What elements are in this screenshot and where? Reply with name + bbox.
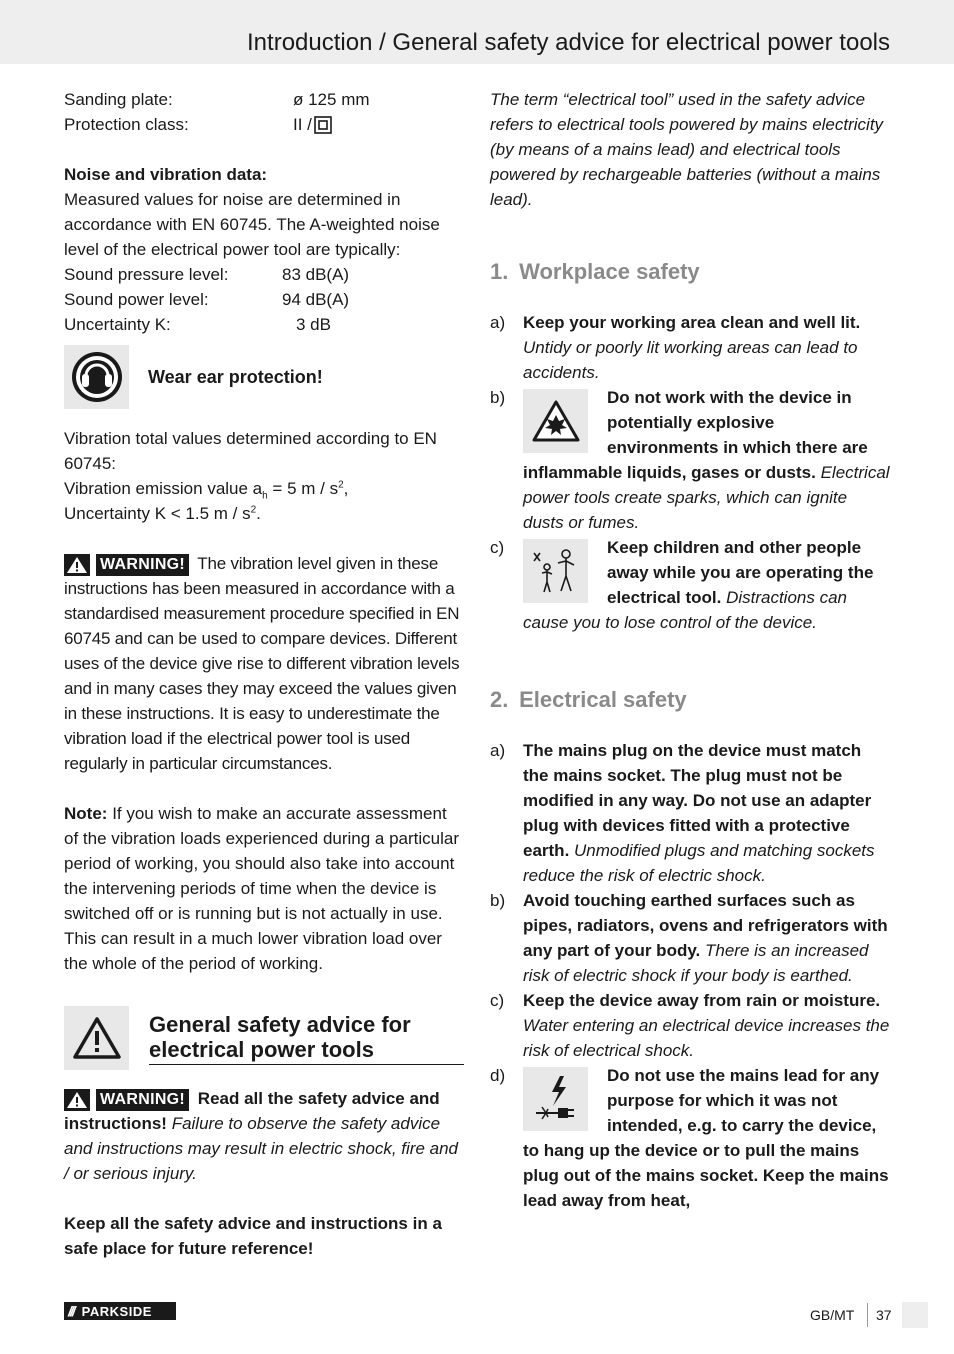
mains-lead-hazard-icon	[523, 1067, 588, 1131]
page-header	[0, 0, 954, 64]
section-title: General safety advice for electrical power tools	[149, 1012, 464, 1065]
keep-instructions: Keep all the safety advice and instructions in a safe place for future reference!	[64, 1214, 442, 1258]
warning-triangle-icon	[64, 1006, 129, 1070]
left-column	[64, 87, 464, 1261]
electrical-item-a: a) The mains plug on the device must match the mains socket. The plug must not be modified in any way. Do not use an adapter plug with devices fitted with a protective earth. Unmodified plugs and matching sockets reduce the risk of electric shock.	[490, 741, 875, 885]
noise-row: Sound power level: 94 dB(A)	[64, 290, 350, 309]
noise-heading: Noise and vibration data:	[64, 165, 268, 184]
noise-row: Sound pressure level: 83 dB(A)	[64, 265, 350, 284]
electrical-item-c: c) Keep the device away from rain or moisture. Water entering an electrical device increases the risk of electrical shock.	[490, 991, 890, 1060]
spec-value: ø 125 mm	[293, 90, 370, 109]
explosion-hazard-icon	[523, 389, 588, 453]
electrical-heading: 2. Electrical safety	[490, 687, 687, 712]
workplace-item-a: a) Keep your working area clean and well lit. Untidy or poorly lit working areas can lead to accidents.	[490, 313, 861, 382]
parkside-logo: /// PARKSIDE	[64, 1302, 176, 1320]
term-note: The term “electrical tool” used in the safety advice refers to electrical tools powered by mains electricity (by means of a mains lead) and electrical tools powered by rechargeable batteries (without a mains lead).	[490, 90, 884, 209]
keep-children-away-icon	[523, 539, 588, 603]
warning-triangle-icon	[64, 1089, 90, 1111]
footer-divider	[867, 1303, 868, 1327]
spec-row-protection-class	[64, 112, 464, 137]
right-column	[490, 87, 890, 1213]
ear-protection-notice	[64, 345, 464, 409]
protection-class-ii-icon	[314, 112, 332, 137]
spec-label: Protection class:	[64, 115, 189, 134]
page-number: 37	[876, 1307, 892, 1323]
vibration-emission: Vibration emission value $a_h = 5$ m / $s^2$,	[64, 479, 349, 502]
noise-row: Uncertainty K: 3 dB	[64, 315, 331, 334]
general-safety-heading	[64, 1006, 464, 1070]
vibration-intro: Vibration total values determined according to EN 60745:	[64, 429, 437, 473]
workplace-item-b: b) Do not work with the device in potentially explosive environments in which there are inflammable liquids, gases or dusts. Electrical power tools create sparks, which can ignite dusts or fumes.	[490, 388, 890, 532]
workplace-item-c: c) Keep children and other people away while you are operating the electrical tool. Distractions can cause you to lose control of the device.	[490, 538, 874, 632]
electrical-item-d: d) Do not use the mains lead for any purpose for which it was not intended, e.g. to carry the device, to hang up the device or to pull the mains plug out of the mains socket. Keep the mains lead away from heat,	[490, 1066, 889, 1210]
ear-protection-icon	[64, 345, 129, 409]
warning-triangle-icon	[64, 554, 90, 576]
general-warning: WARNING! Read all the safety advice and instructions! Failure to observe the safety advice and instructions may result in electric shock, fire and / or serious injury.	[64, 1089, 459, 1183]
spec-label: Sanding plate:	[64, 90, 173, 109]
electrical-item-b: b) Avoid touching earthed surfaces such as pipes, radiators, ovens and refrigerators with any part of your body. There is an increased risk of electric shock if your body is earthed.	[490, 891, 888, 985]
vibration-note: Note: If you wish to make an accurate assessment of the vibration loads experienced during a particular period of working, you should also take into account the intervening periods of time when the device is switched off or is running but is not actually in use. This can result in a much lower vibration load over the whole of the period of working.	[64, 804, 460, 973]
spec-row-sanding-plate	[64, 87, 464, 112]
footer-language: GB/MT	[810, 1307, 855, 1323]
noise-intro: Measured values for noise are determined in accordance with EN 60745. The A-weighted noise level of the electrical power tool are typically:	[64, 190, 440, 259]
vibration-uncertainty: Uncertainty K < 1.5 m / $s^2$.	[64, 504, 261, 523]
warning-badge: WARNING!	[64, 1089, 189, 1111]
spec-value: II /	[293, 115, 312, 134]
footer-tab	[902, 1302, 928, 1328]
vibration-warning: WARNING! The vibration level given in these instructions has been measured in accordance with a standardised measurement procedure specified in EN 60745 and can be used to compare devices. Different uses of the device give rise to different vibration levels and in many cases they may exceed the values given in these instructions. It is easy to underestimate the vibration load if the electrical power tool is used regularly in particular circumstances.	[64, 554, 460, 773]
warning-badge: WARNING!	[64, 554, 189, 576]
ear-protection-label: Wear ear protection!	[148, 366, 323, 387]
workplace-heading: 1. Workplace safety	[490, 259, 700, 284]
page-title: Introduction / General safety advice for electrical power tools	[247, 29, 890, 56]
